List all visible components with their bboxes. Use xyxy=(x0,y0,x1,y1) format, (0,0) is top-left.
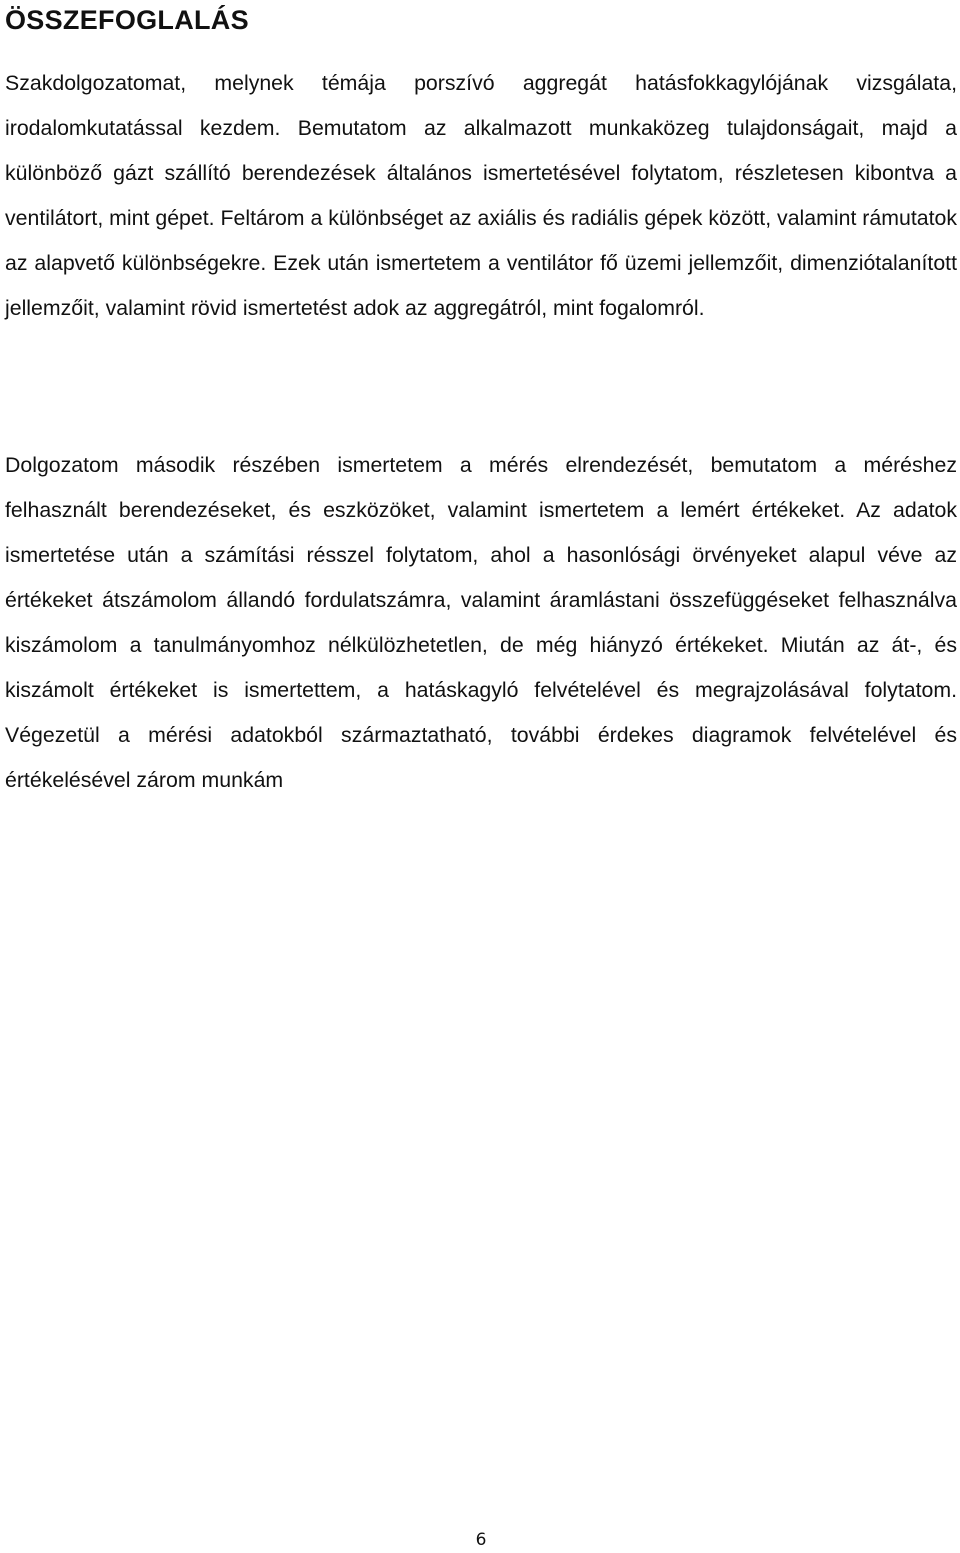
document-page xyxy=(5,0,957,1553)
summary-paragraph-1: Szakdolgozatomat, melynek témája porszívó aggregát hatásfokkagylójának vizsgálata, irodalomkutatással kezdem. Bemutatom az alkalmazott munkaközeg tulajdonságait, majd a különböző gázt szállító berendezések általános ismertetésével folytatom, részletesen kibontva a ventilátort, mint gépet. Feltárom a különbséget az axiális és radiális gépek között, valamint rámutatok az alapvető különbségekre. Ezek után ismertetem a ventilátor fő üzemi jellemzőit, dimenziótalanított jellemzőit, valamint rövid ismertetést adok az aggregátról, mint fogalomról. xyxy=(5,71,957,320)
page-number: 6 xyxy=(475,1530,487,1550)
section-heading: ÖSSZEFOGLALÁS xyxy=(5,5,249,35)
summary-paragraph-2: Dolgozatom második részében ismertetem a mérés elrendezését, bemutatom a méréshez felhasznált berendezéseket, és eszközöket, valamint ismertetem a lemért értékeket. Az adatok ismertetése után a számítási résszel folytatom, ahol a hasonlósági örvényeket alapul véve az értékeket átszámolom állandó fordulatszámra, valamint áramlástani összefüggéseket felhasználva kiszámolom a tanulmányomhoz nélkülözhetetlen, de még hiányzó értékeket. Miután az át-, és kiszámolt értékeket is ismertettem, a hatáskagyló felvételével és megrajzolásával folytatom. Végezetül a mérési adatokból származtatható, további érdekes diagramok felvételével és értékelésével zárom munkám xyxy=(5,453,957,792)
